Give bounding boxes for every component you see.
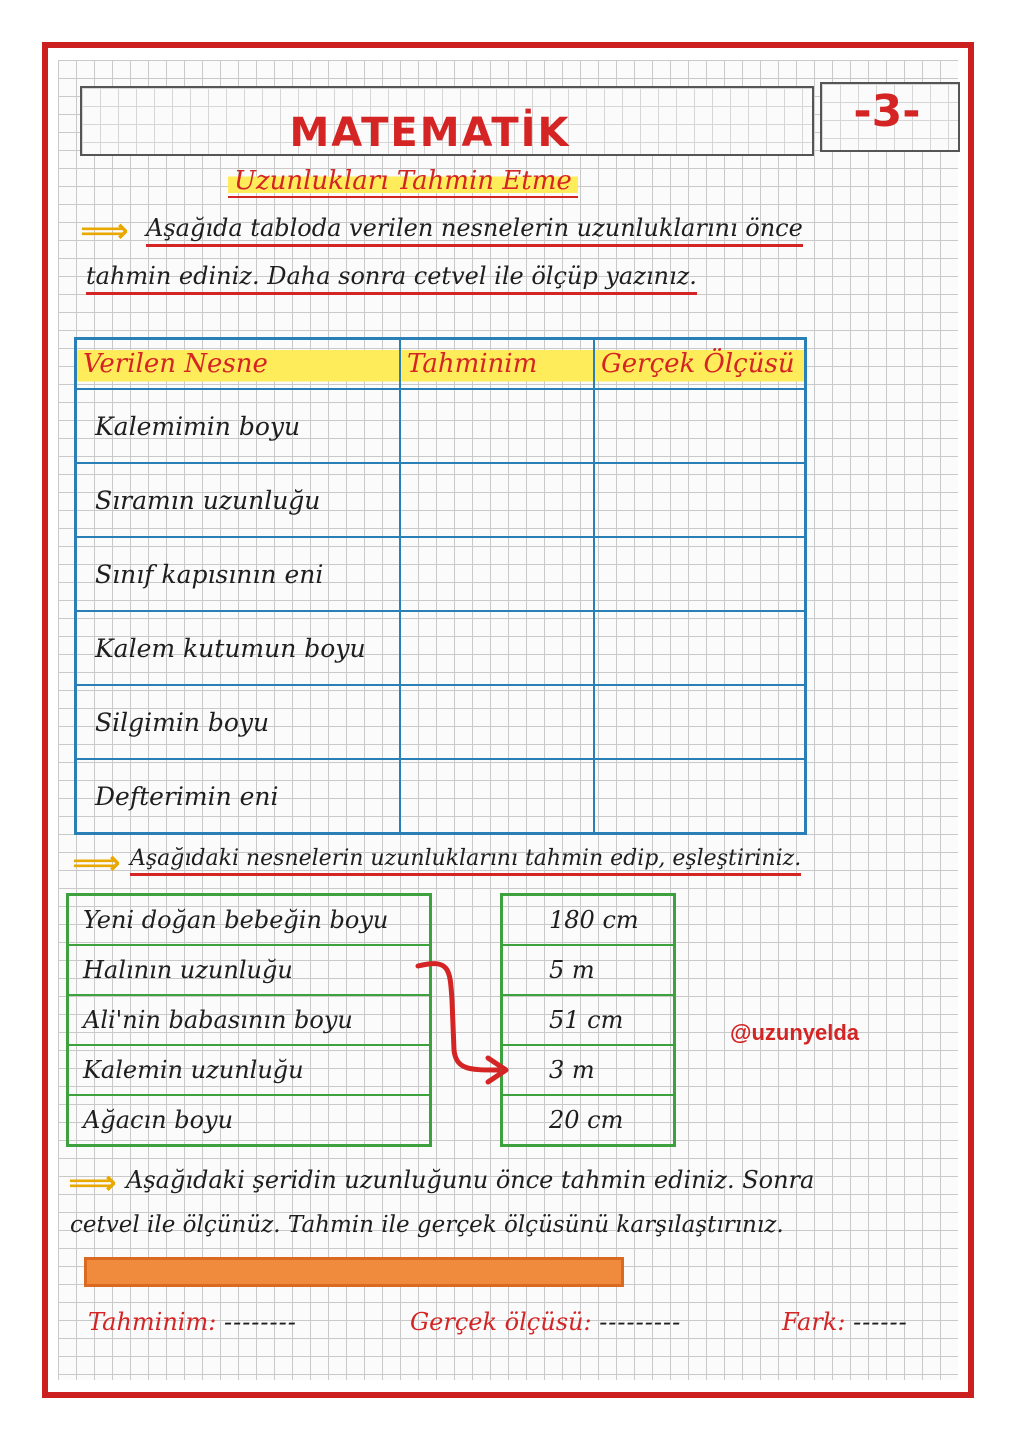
estimation-table bbox=[74, 337, 807, 835]
lengths-list bbox=[500, 893, 676, 1147]
actual-cell[interactable] bbox=[594, 611, 806, 685]
estimate-cell[interactable] bbox=[400, 463, 594, 537]
list-item[interactable]: 20 cm bbox=[502, 1095, 675, 1146]
estimate-label: Tahminim: bbox=[88, 1308, 217, 1336]
table-row bbox=[76, 389, 806, 463]
estimate-cell[interactable] bbox=[400, 537, 594, 611]
actual-cell[interactable] bbox=[594, 537, 806, 611]
object-cell: Silgimin boyu bbox=[76, 685, 401, 759]
object-cell: Sınıf kapısının eni bbox=[76, 537, 401, 611]
double-arrow-icon: ⟹ bbox=[68, 1163, 117, 1203]
object-cell: Defterimin eni bbox=[76, 759, 401, 834]
column-header-actual: Gerçek Ölçüsü bbox=[594, 339, 806, 390]
actual-cell[interactable] bbox=[594, 759, 806, 834]
column-header-object: Verilen Nesne bbox=[76, 339, 401, 390]
actual-blank[interactable]: --------- bbox=[599, 1308, 682, 1336]
instruction-3-line-2: cetvel ile ölçünüz. Tahmin ile gerçek ölçüsünü karşılaştırınız. bbox=[70, 1212, 784, 1238]
table-row bbox=[76, 611, 806, 685]
object-cell: Sıramın uzunluğu bbox=[76, 463, 401, 537]
table-header-row bbox=[76, 339, 806, 390]
double-arrow-icon: ⟹ bbox=[80, 211, 129, 251]
table-row bbox=[76, 759, 806, 834]
table-row bbox=[76, 685, 806, 759]
double-arrow-icon: ⟹ bbox=[72, 843, 121, 883]
column-header-estimate: Tahminim bbox=[400, 339, 594, 390]
instruction-1-line-1: Aşağıda tabloda verilen nesnelerin uzunluklarını önce bbox=[146, 214, 803, 247]
table-row bbox=[76, 463, 806, 537]
difference-blank[interactable]: ------ bbox=[853, 1308, 908, 1336]
estimate-cell[interactable] bbox=[400, 389, 594, 463]
instruction-2: Aşağıdaki nesnelerin uzunluklarını tahmin edip, eşleştiriniz. bbox=[130, 846, 801, 876]
actual-field[interactable] bbox=[410, 1308, 681, 1336]
page-number: -3- bbox=[853, 86, 921, 137]
actual-cell[interactable] bbox=[594, 389, 806, 463]
list-item[interactable]: 5 m bbox=[502, 945, 675, 995]
list-item[interactable]: Yeni doğan bebeğin boyu bbox=[68, 895, 431, 946]
subtitle: Uzunlukları Tahmin Etme bbox=[228, 166, 578, 198]
page-title: MATEMATİK bbox=[289, 110, 571, 156]
instruction-3-line-1: Aşağıdaki şeridin uzunluğunu önce tahmin ediniz. Sonra bbox=[126, 1166, 815, 1194]
list-item[interactable]: 180 cm bbox=[502, 895, 675, 946]
object-cell: Kalem kutumun boyu bbox=[76, 611, 401, 685]
watermark: @uzunyelda bbox=[730, 1020, 860, 1045]
list-item[interactable]: 3 m bbox=[502, 1045, 675, 1095]
orange-strip bbox=[84, 1257, 624, 1287]
estimate-field[interactable] bbox=[88, 1308, 297, 1336]
difference-field[interactable] bbox=[782, 1308, 908, 1336]
estimate-cell[interactable] bbox=[400, 685, 594, 759]
list-item[interactable]: Kalemin uzunluğu bbox=[68, 1045, 431, 1095]
list-item[interactable]: Ağacın boyu bbox=[68, 1095, 431, 1146]
actual-cell[interactable] bbox=[594, 463, 806, 537]
estimate-blank[interactable]: -------- bbox=[223, 1308, 297, 1336]
match-example-arrow-icon bbox=[410, 950, 520, 1090]
objects-list bbox=[66, 893, 432, 1147]
estimate-cell[interactable] bbox=[400, 611, 594, 685]
object-cell: Kalemimin boyu bbox=[76, 389, 401, 463]
difference-label: Fark: bbox=[782, 1308, 846, 1336]
estimate-cell[interactable] bbox=[400, 759, 594, 834]
actual-label: Gerçek ölçüsü: bbox=[410, 1308, 592, 1336]
table-row bbox=[76, 537, 806, 611]
list-item[interactable]: Ali'nin babasının boyu bbox=[68, 995, 431, 1045]
list-item[interactable]: 51 cm bbox=[502, 995, 675, 1045]
instruction-1-line-2: tahmin ediniz. Daha sonra cetvel ile ölçüp yazınız. bbox=[86, 262, 697, 295]
list-item[interactable]: Halının uzunluğu bbox=[68, 945, 431, 995]
actual-cell[interactable] bbox=[594, 685, 806, 759]
